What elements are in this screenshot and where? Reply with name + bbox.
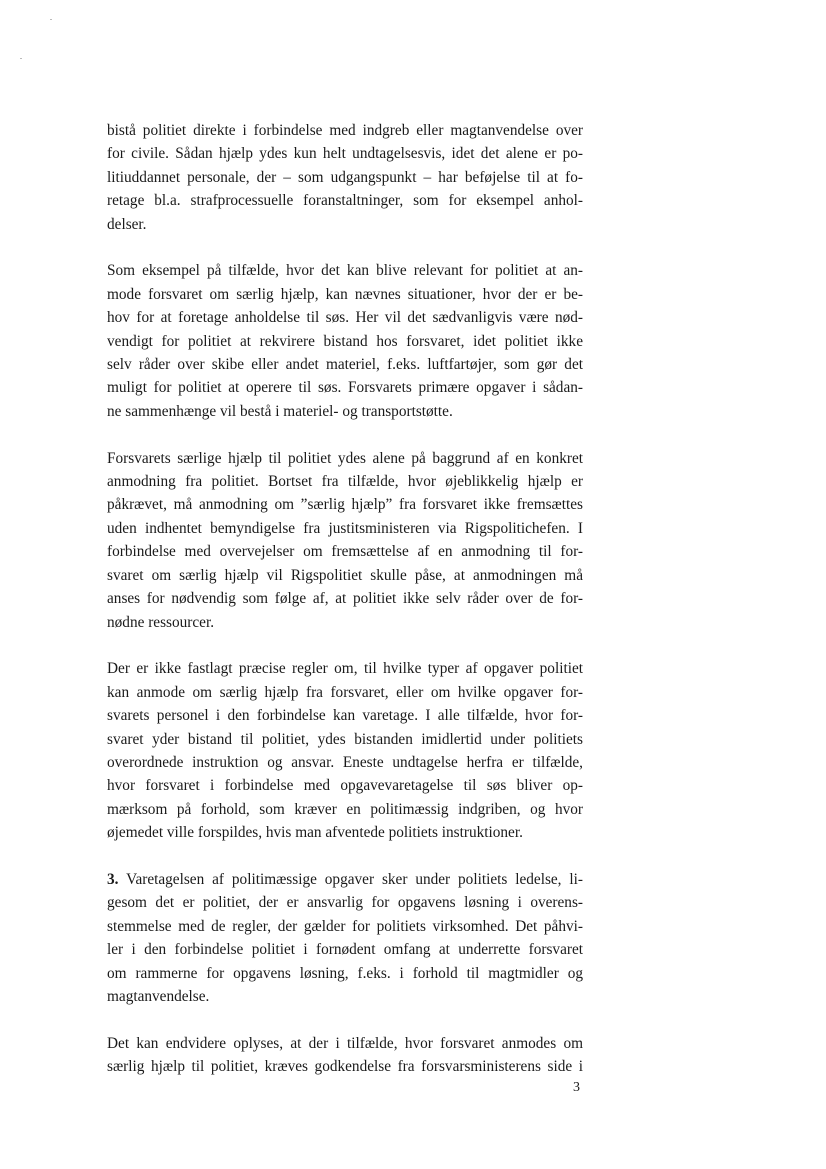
text-line: ne sammenhænge vil bestå i materiel- og transportstøtte.	[107, 402, 453, 420]
text-line: Det kan endvidere oplyses, at der i tilfælde, hvor forsvaret anmodes om	[107, 1034, 583, 1052]
text-line: vendigt for politiet at rekvirere bistand hos forsvaret, idet politiet ikke	[107, 332, 583, 350]
text-line: anses for nødvendig som følge af, at politiet ikke selv råder over de for-	[107, 590, 583, 608]
text-line: Forsvarets særlige hjælp til politiet ydes alene på baggrund af en konkret	[107, 449, 583, 467]
text-line: gesom det er politiet, der er ansvarlig for opgavens løsning i overens-	[107, 894, 583, 912]
text-line: nødne ressourcer.	[107, 613, 215, 631]
text-line: bistå politiet direkte i forbindelse med indgreb eller magtanvendelse over	[107, 122, 583, 139]
text-line: anmodning fra politiet. Bortset fra tilfælde, hvor øjeblikkelig hjælp er	[107, 473, 583, 491]
text-line: svaret om særlig hjælp vil Rigspolitiet skulle påse, at anmodningen må	[107, 566, 583, 584]
paragraph	[107, 1032, 583, 1079]
page-number: 3	[573, 1080, 580, 1095]
text-line: særlig hjælp til politiet, kræves godkendelse fra forsvarsministerens side i	[107, 1058, 583, 1076]
paragraph	[107, 259, 583, 423]
paragraph	[107, 119, 583, 236]
text-line: kan anmode om særlig hjælp fra forsvaret, eller om hvilke opgaver for-	[107, 683, 583, 701]
text-line: hov for at foretage anholdelse til søs. Her vil det sædvanligvis være nød-	[107, 309, 583, 327]
text-line: svarets personel i den forbindelse kan varetage. I alle tilfælde, hvor for-	[107, 707, 583, 725]
text-line: Der er ikke fastlagt præcise regler om, til hvilke typer af opgaver politiet	[107, 660, 583, 678]
text-line: Som eksempel på tilfælde, hvor det kan blive relevant for politiet at an-	[107, 262, 583, 280]
text-line-body: Varetagelsen af politimæssige opgaver sker under politiets ledelse, li-	[118, 870, 583, 888]
text-line: overordnede instruktion og ansvar. Eneste undtagelse herfra er tilfælde,	[107, 753, 583, 771]
text-line: retage bl.a. strafprocessuelle foranstaltninger, som for eksempel anhol-	[107, 192, 583, 210]
paragraph	[107, 657, 583, 844]
text-line: hvor forsvaret i forbindelse med opgavevaretagelse til søs bliver op-	[107, 777, 583, 795]
text-line: forbindelse med overvejelser om fremsættelse af en anmodning til for-	[107, 543, 583, 561]
text-line: mærksom på forhold, som kræver en politimæssig indgriben, og hvor	[107, 800, 583, 818]
scan-speck	[50, 19, 52, 20]
text-line: magtanvendelse.	[107, 987, 210, 1005]
text-line: ler i den forbindelse politiet i fornødent omfang at underrette forsvaret	[107, 941, 583, 959]
text-line: svaret yder bistand til politiet, ydes bistanden imidlertid under politiets	[107, 730, 583, 748]
text-line: uden indhentet bemyndigelse fra justitsministeren via Rigspolitichefen. I	[107, 519, 583, 537]
text-line: om rammerne for opgavens løsning, f.eks. i forhold til magtmidler og	[107, 964, 583, 982]
body-text	[107, 119, 583, 1102]
text-line: delser.	[107, 215, 147, 233]
scan-speck	[20, 58, 22, 59]
text-line: selv råder over skibe eller andet materiel, f.eks. luftfartøjer, som gør det	[107, 356, 583, 374]
text-line: muligt for politiet at operere til søs. Forsvarets primære opgaver i sådan-	[107, 379, 583, 397]
text-line	[107, 868, 583, 891]
text-line: litiuddannet personale, der – som udgangspunkt – har beføjelse til at fo-	[107, 168, 583, 186]
section-number: 3.	[107, 870, 119, 888]
text-line: mode forsvaret om særlig hjælp, kan nævnes situationer, hvor der er be-	[107, 285, 583, 303]
text-line: stemmelse med de regler, der gælder for politiets virksomhed. Det påhvi-	[107, 917, 583, 935]
paragraph	[107, 447, 583, 634]
text-line: påkrævet, må anmodning om ”særlig hjælp” fra forsvaret ikke fremsættes	[107, 496, 583, 514]
text-line: for civile. Sådan hjælp ydes kun helt undtagelsesvis, idet det alene er po-	[107, 145, 583, 163]
text-line: øjemedet ville forspildes, hvis man afventede politiets instruktioner.	[107, 824, 523, 842]
paragraph	[107, 868, 583, 1008]
